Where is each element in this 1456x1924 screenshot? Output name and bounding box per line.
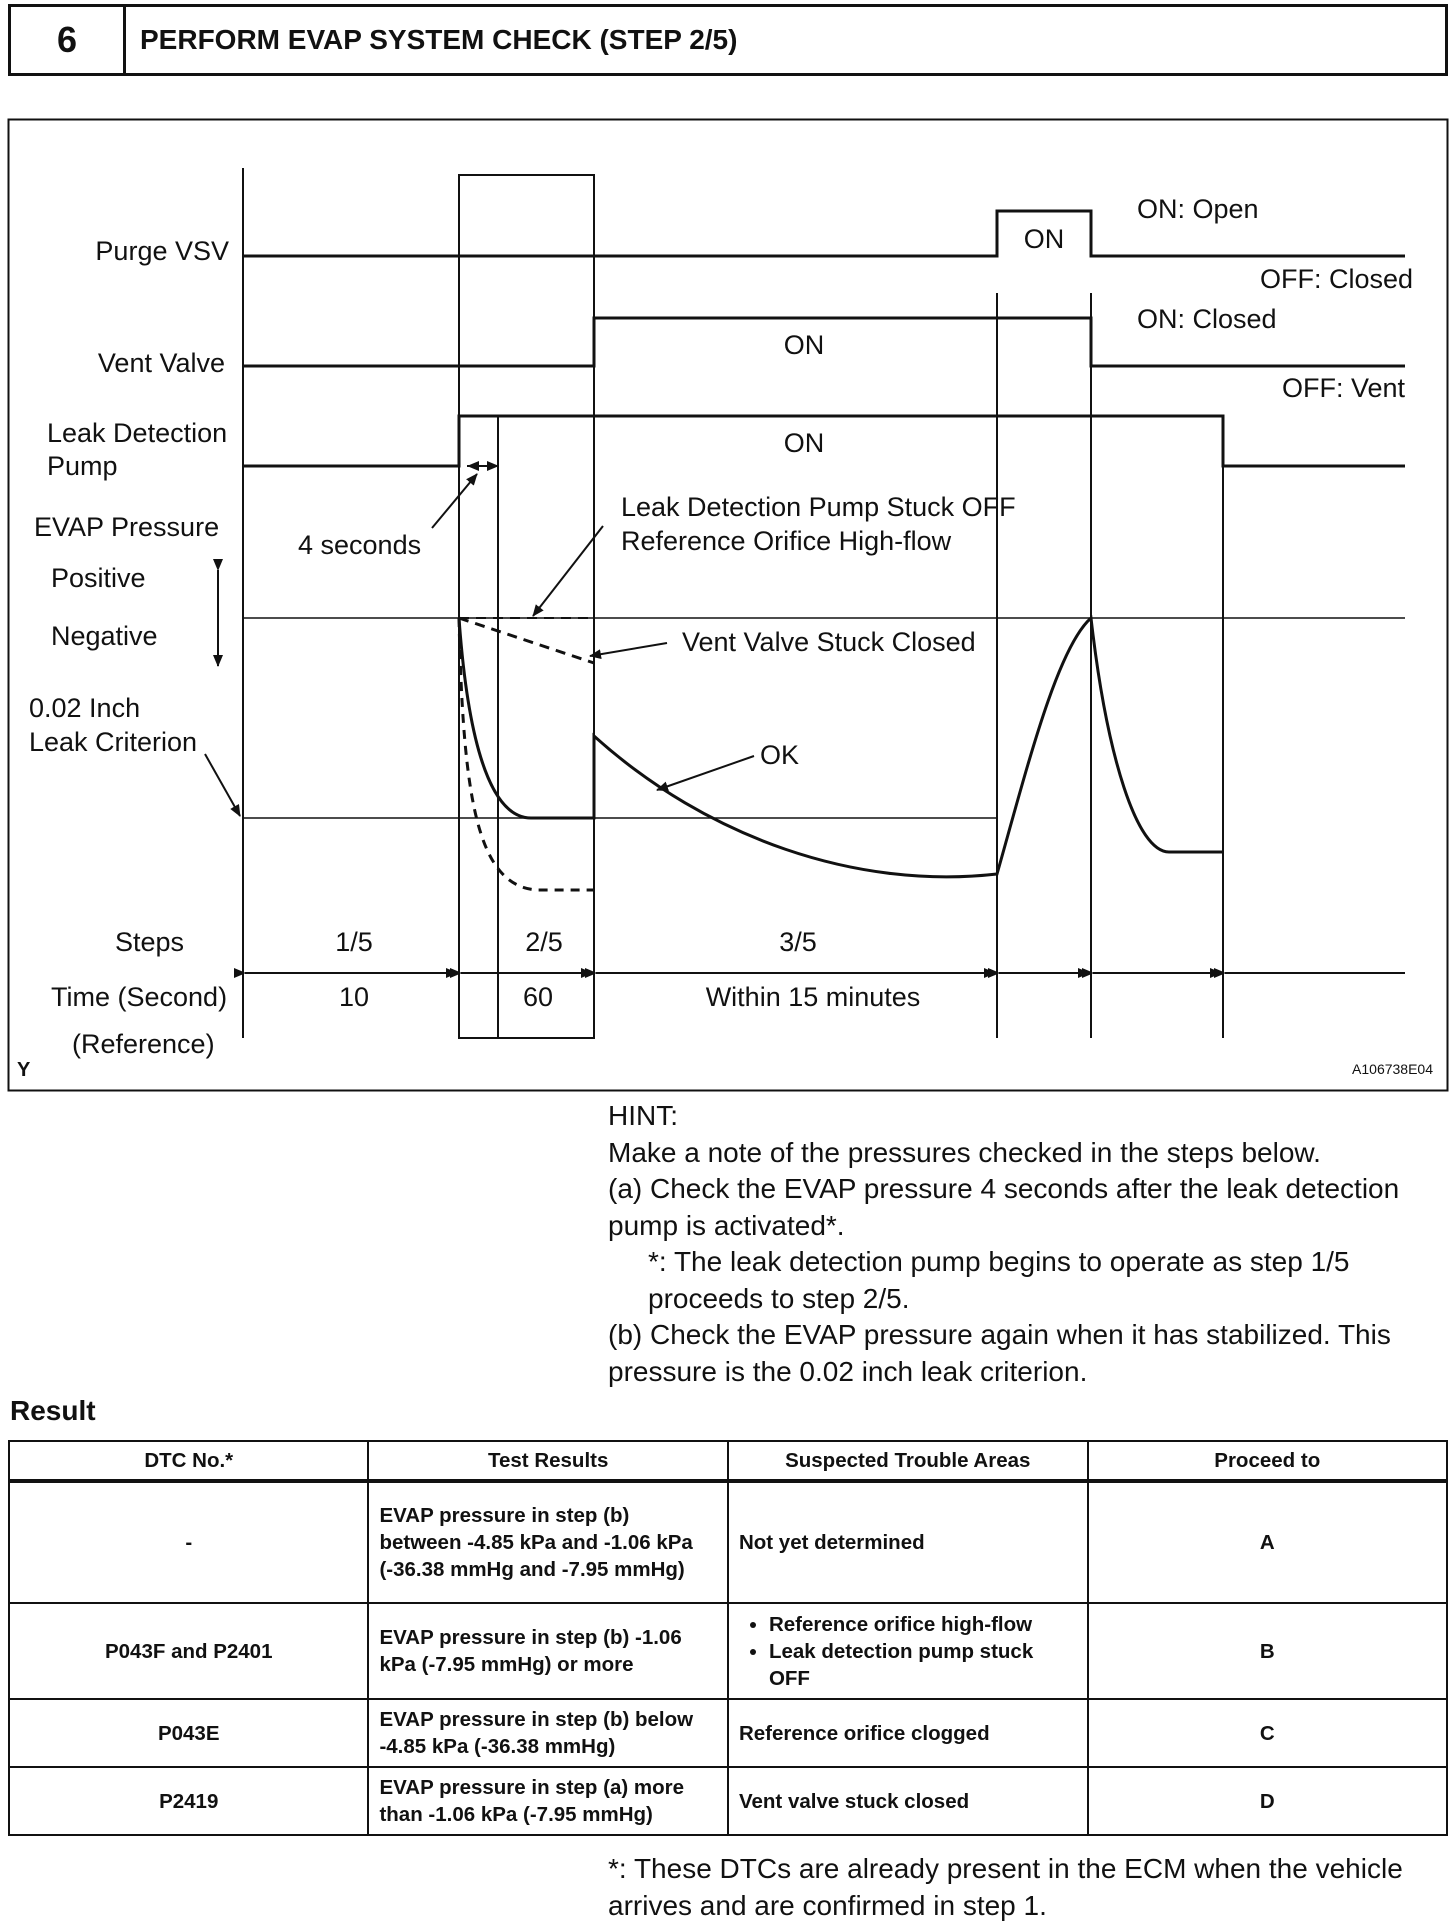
proceed-cell: D bbox=[1088, 1767, 1447, 1835]
step-values bbox=[335, 927, 817, 957]
figure-id: A106738E04 bbox=[1352, 1061, 1433, 1077]
label-leak-pump-1: Leak Detection bbox=[47, 418, 228, 448]
corner-label: Y bbox=[17, 1059, 31, 1081]
annotation-off-closed: OFF: Closed bbox=[1259, 264, 1413, 294]
result-table bbox=[8, 1440, 1448, 1836]
section-header bbox=[8, 4, 1448, 76]
annotation-off-vent: OFF: Vent bbox=[1281, 373, 1405, 403]
label-leak-criterion-1: 0.02 Inch bbox=[29, 693, 141, 723]
dtc-cell: - bbox=[9, 1481, 368, 1603]
hint-heading: HINT: bbox=[608, 1100, 678, 1131]
dtc-cell: P043F and P2401 bbox=[9, 1603, 368, 1699]
trouble-area-item: • Reference orifice high-flow bbox=[769, 1611, 1077, 1638]
table-header-row bbox=[9, 1441, 1447, 1481]
label-negative: Negative bbox=[51, 621, 158, 651]
annotation-pump-stuck-off: Leak Detection Pump Stuck OFF bbox=[621, 492, 1016, 522]
step-number: 6 bbox=[11, 7, 126, 73]
table-row bbox=[9, 1767, 1447, 1835]
annotation-on-open: ON: Open bbox=[1137, 194, 1259, 224]
dtc-cell: P2419 bbox=[9, 1767, 368, 1835]
label-steps: Steps bbox=[115, 927, 185, 957]
step-3: 3/5 bbox=[779, 927, 817, 957]
table-row bbox=[9, 1481, 1447, 1603]
label-leak-pump-2: Pump bbox=[47, 451, 118, 481]
proceed-cell: C bbox=[1088, 1699, 1447, 1767]
step-title: PERFORM EVAP SYSTEM CHECK (STEP 2/5) bbox=[140, 24, 738, 55]
test-result-cell: EVAP pressure in step (a) more than -1.06 kPa (-7.95 mmHg) bbox=[368, 1767, 728, 1835]
result-heading: Result bbox=[10, 1395, 96, 1426]
column-header: Suspected Trouble Areas bbox=[728, 1441, 1088, 1481]
annotation-on-closed: ON: Closed bbox=[1137, 304, 1277, 334]
test-result-cell: EVAP pressure in step (b) -1.06 kPa (-7.95 mmHg) or more bbox=[368, 1603, 728, 1699]
hint-note: *: The leak detection pump begins to operate as step 1/5 proceeds to step 2/5. bbox=[648, 1246, 1350, 1314]
signal-labels bbox=[29, 236, 229, 1059]
test-result-cell: EVAP pressure in step (b) below -4.85 kPa (-36.38 mmHg) bbox=[368, 1699, 728, 1767]
evap-timing-diagram bbox=[7, 118, 1449, 1092]
annotation-vent-stuck-closed: Vent Valve Stuck Closed bbox=[682, 627, 976, 657]
step-1: 1/5 bbox=[335, 927, 373, 957]
label-reference: (Reference) bbox=[72, 1029, 215, 1059]
hint-item-b: (b) Check the EVAP pressure again when it has stabilized. This pressure is the 0.02 inch leak criterion. bbox=[608, 1319, 1391, 1387]
trouble-area-item: • Leak detection pump stuck OFF bbox=[769, 1638, 1077, 1692]
hint-item-a: (a) Check the EVAP pressure 4 seconds after the leak detection pump is activated*. bbox=[608, 1173, 1400, 1241]
time-values bbox=[339, 982, 920, 1012]
trouble-area-cell: Vent valve stuck closed bbox=[728, 1767, 1088, 1835]
label-evap-pressure: EVAP Pressure bbox=[34, 512, 220, 542]
label-vent-valve: Vent Valve bbox=[97, 348, 225, 378]
table-row bbox=[9, 1699, 1447, 1767]
test-result-cell: EVAP pressure in step (b) between -4.85 kPa and -1.06 kPa (-36.38 mmHg and -7.95 mmHg) bbox=[368, 1481, 728, 1603]
annotation-pump-on: ON bbox=[783, 428, 825, 458]
step-2: 2/5 bbox=[525, 927, 563, 957]
label-positive: Positive bbox=[51, 563, 146, 593]
annotation-purge-on: ON bbox=[1023, 224, 1065, 254]
step-2-highlight-box bbox=[459, 175, 594, 1038]
footnote-text: *: These DTCs are already present in the ECM when the vehicle arrives and are confirmed in step 1. bbox=[608, 1853, 1403, 1921]
proceed-cell: B bbox=[1088, 1603, 1447, 1699]
label-leak-criterion-2: Leak Criterion bbox=[29, 727, 198, 757]
trouble-area-cell bbox=[728, 1603, 1088, 1699]
column-header: Test Results bbox=[368, 1441, 728, 1481]
annotation-ok: OK bbox=[760, 740, 800, 770]
time-3: Within 15 minutes bbox=[705, 982, 921, 1012]
annotation-four-seconds: 4 seconds bbox=[298, 530, 422, 560]
trouble-area-cell: Not yet determined bbox=[728, 1481, 1088, 1603]
annotation-orifice-high-flow: Reference Orifice High-flow bbox=[621, 526, 952, 556]
dashed-line-vent-stuck-closed bbox=[459, 618, 594, 663]
table-row bbox=[9, 1603, 1447, 1699]
time-2: 60 bbox=[522, 982, 554, 1012]
hint-line-1: Make a note of the pressures checked in the steps below. bbox=[608, 1136, 1321, 1168]
label-time: Time (Second) bbox=[51, 982, 228, 1012]
column-header: DTC No.* bbox=[9, 1441, 368, 1481]
label-purge-vsv: Purge VSV bbox=[95, 236, 229, 266]
trouble-area-cell: Reference orifice clogged bbox=[728, 1699, 1088, 1767]
column-header: Proceed to bbox=[1088, 1441, 1447, 1481]
proceed-cell: A bbox=[1088, 1481, 1447, 1603]
annotation-vent-on: ON bbox=[783, 330, 825, 360]
dtc-cell: P043E bbox=[9, 1699, 368, 1767]
footnote bbox=[608, 1850, 1448, 1924]
hint-section bbox=[608, 1098, 1448, 1390]
time-1: 10 bbox=[338, 982, 370, 1012]
